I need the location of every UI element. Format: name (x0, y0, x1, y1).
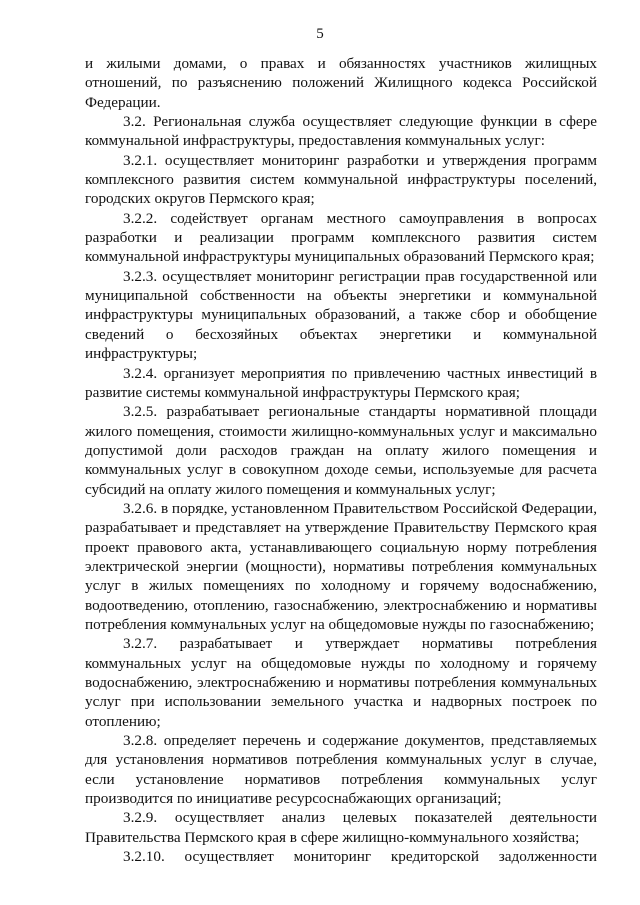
paragraph-3-2-9: 3.2.9. осуществляет анализ целевых показателей деятельности Правительства Пермского края в сфере жилищно-коммунального хозяйства; (85, 809, 597, 846)
paragraph-3-2-1: 3.2.1. осуществляет мониторинг разработки и утверждения программ комплексного развития систем коммунальной инфраструктуры поселений, городских округов Пермского края; (85, 151, 597, 208)
document-body (85, 54, 597, 866)
paragraph-3-2-5: 3.2.5. разрабатывает региональные стандарты нормативной площади жилого помещения, стоимости жилищно-коммунальных услуг и максимально допустимой доли расходов граждан на оплату жилого помещения и коммунальных услуг в совокупном доходе семьи, используемые для расчета субсидий на оплату жилого помещения и коммунальных услуг; (85, 403, 597, 498)
paragraph-3-2-4: 3.2.4. организует мероприятия по привлечению частных инвестиций в развитие системы коммунальной инфраструктуры Пермского края; (85, 364, 597, 401)
page-number: 5 (316, 26, 324, 42)
paragraph-3-2-10: 3.2.10. осуществляет мониторинг кредиторской задолженности (123, 848, 597, 866)
paragraph-3-2: 3.2. Региональная служба осуществляет следующие функции в сфере коммунальной инфраструктуры, предоставления коммунальных услуг: (85, 113, 597, 150)
paragraph-3-2-2: 3.2.2. содействует органам местного самоуправления в вопросах разработки и реализации программ комплексного развития систем коммунальной инфраструктуры муниципальных образований Пермского края; (85, 209, 597, 266)
paragraph-cont: и жилыми домами, о правах и обязанностях участников жилищных отношений, по разъяснению положений Жилищного кодекса Российской Федерации. (85, 55, 597, 111)
paragraph-3-2-3: 3.2.3. осуществляет мониторинг регистрации прав государственной или муниципальной собственности на объекты энергетики и коммунальной инфраструктуры муниципальных образований, а также сбор и обобщение сведений о бесхозяйных объектах энергетики и коммунальной инфраструктуры; (85, 267, 597, 363)
paragraph-3-2-8: 3.2.8. определяет перечень и содержание документов, представляемых для установления нормативов потребления коммунальных услуг в случае, если установление нормативов потребления коммунальных услуг производится по инициативе ресурсоснабжающих организаций; (85, 732, 597, 808)
paragraph-3-2-7: 3.2.7. разрабатывает и утверждает нормативы потребления коммунальных услуг на общедомовые нужды по холодному и горячему водоснабжению, электроснабжению и нормативы потребления коммунальных услуг при использовании земельного участка и надворных построек по отоплению; (85, 635, 597, 730)
paragraph-3-2-6: 3.2.6. в порядке, установленном Правительством Российской Федерации, разрабатывает и представляет на утверждение Правительству Пермского края проект правового акта, устанавливающего социальную норму потребления электрической энергии (мощности), нормативы потребления коммунальных услуг в жилых помещениях по холодному и горячему водоснабжению, водоотведению, отоплению, газоснабжению, электроснабжению и нормативы потребления коммунальных услуг на общедомовые нужды по газоснабжению; (85, 499, 597, 633)
